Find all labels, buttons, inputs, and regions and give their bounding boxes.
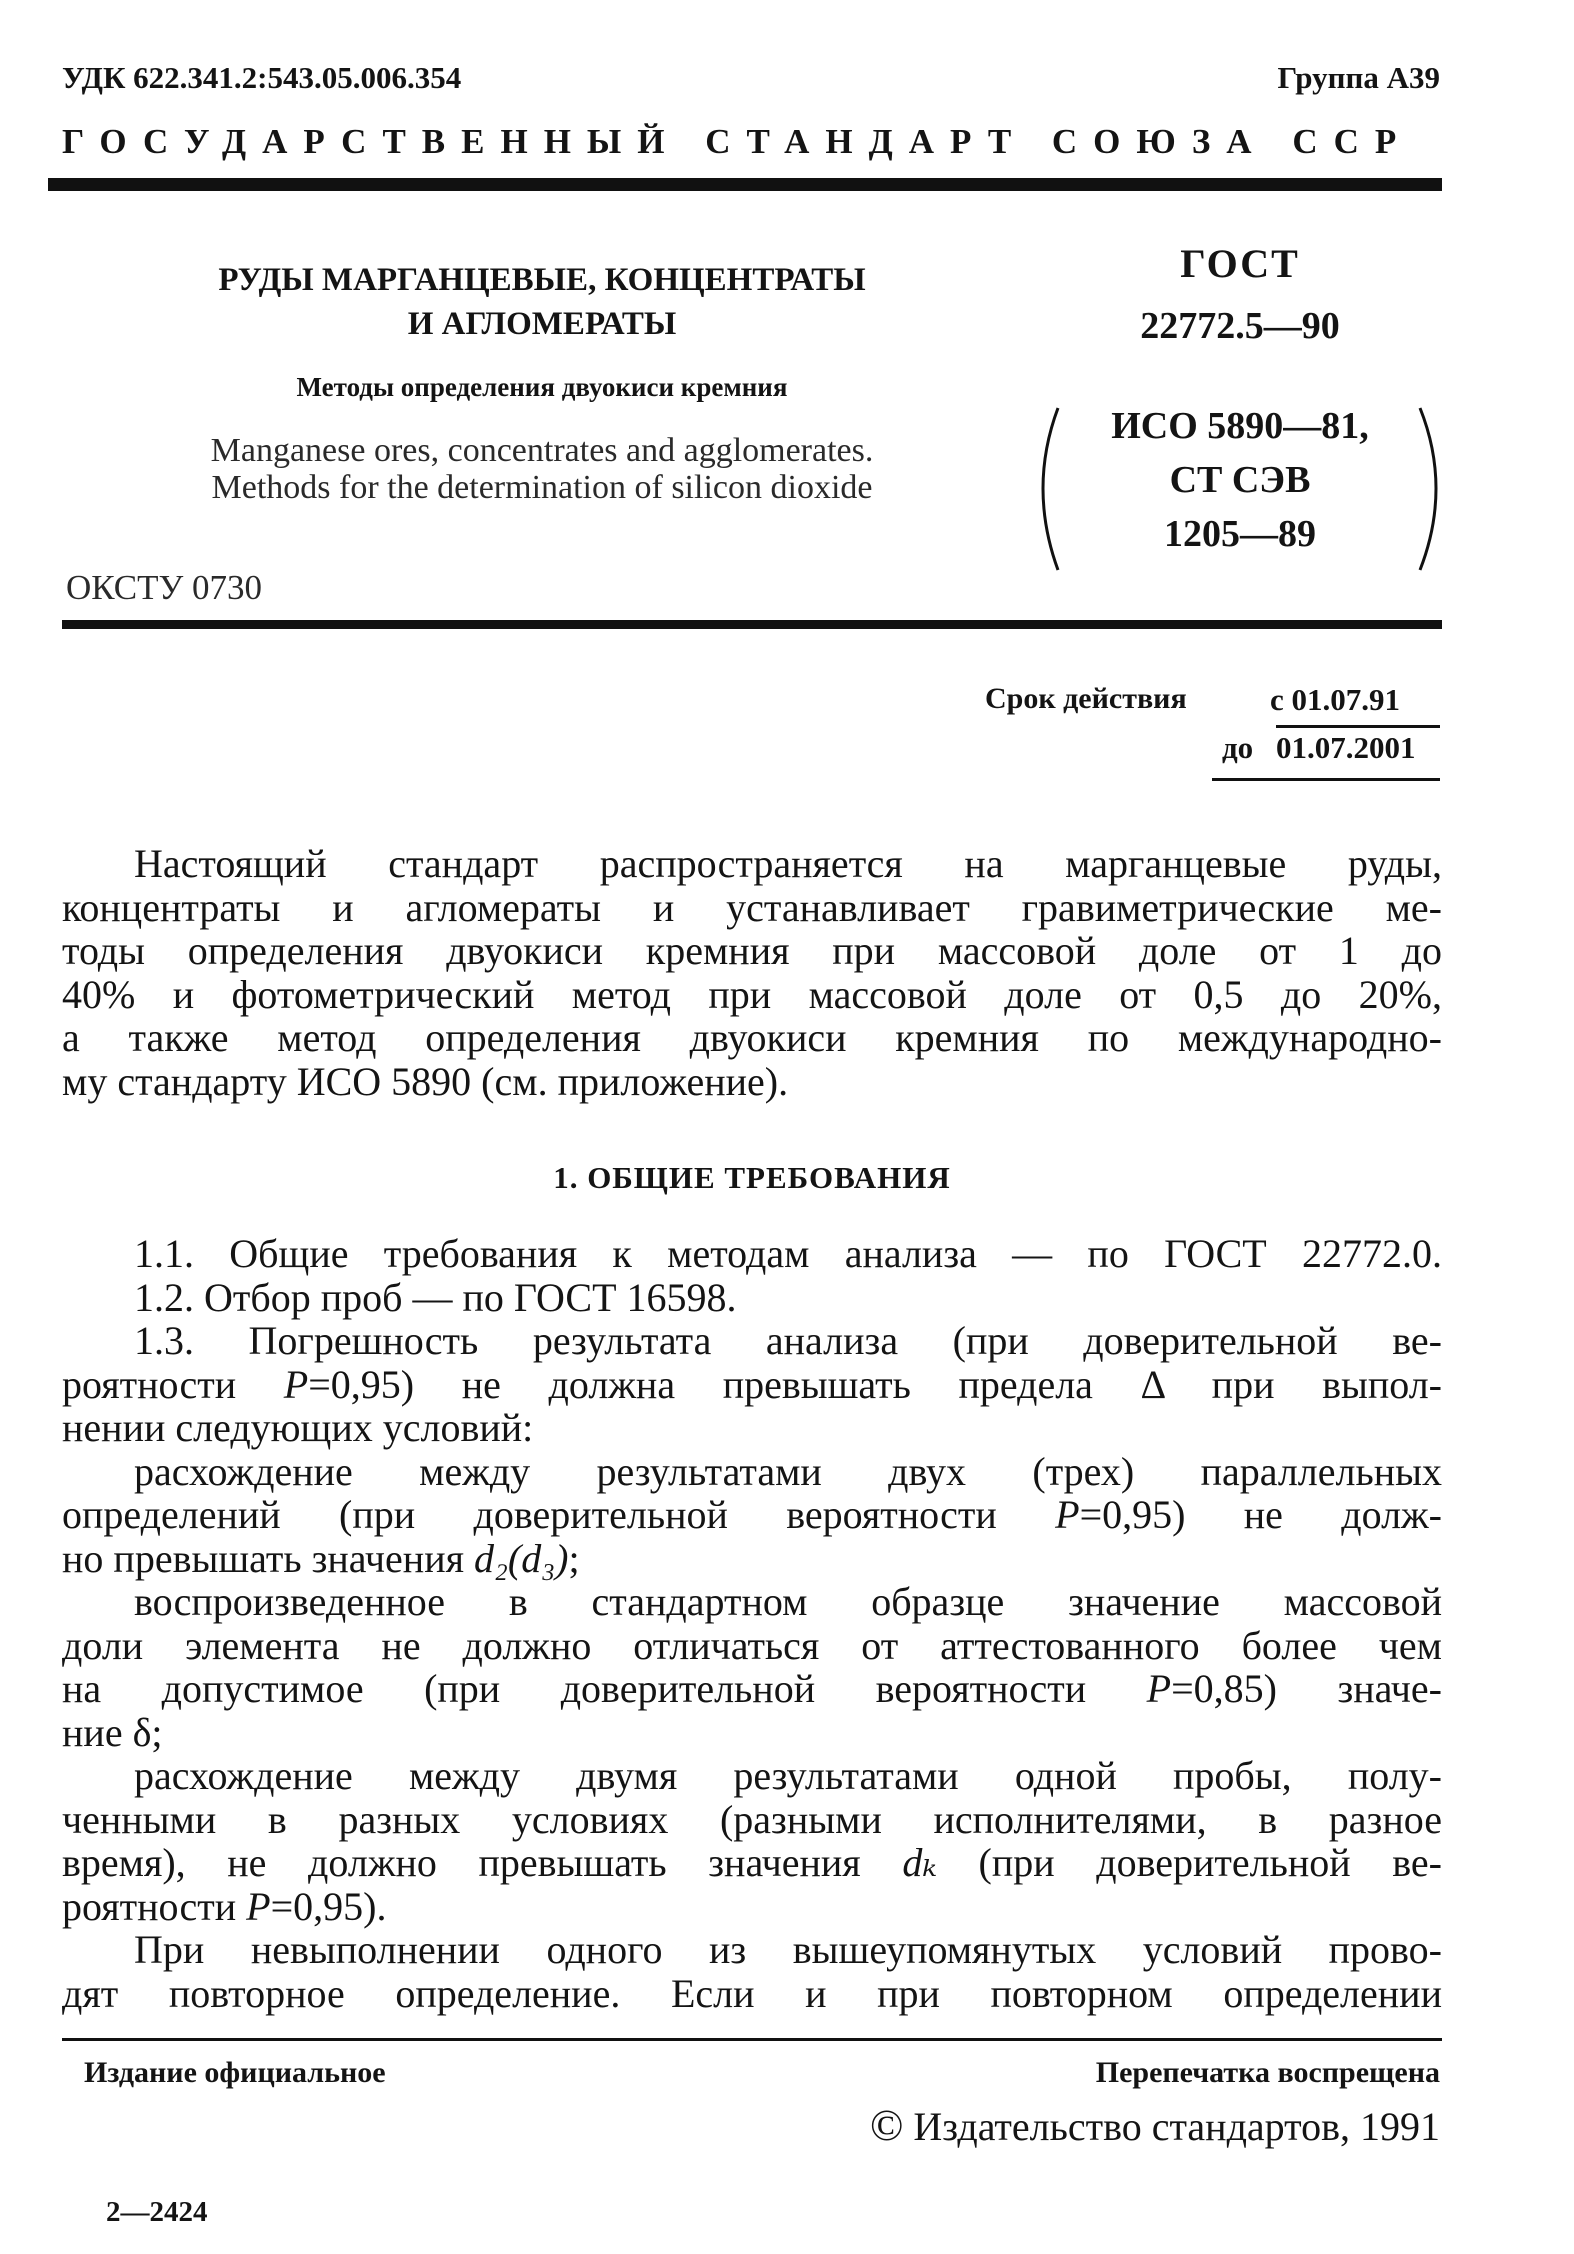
symbol-d2-d3: d₂(d₃) [474,1535,569,1581]
condition-3-line: ченными в разных условиях (разными исполнителями, в разное [62,1796,1442,1842]
condition-2-line: на допустимое (при доверительной вероятности P=0,85) значе- [62,1666,1442,1711]
clause-1-2: 1.2. Отбор проб — по ГОСТ 16598. [134,1274,737,1320]
gost-number: 22772.5—90 [1140,305,1340,347]
gost-label: ГОСТ [1180,241,1300,286]
middle-rule [62,620,1442,629]
iso-reference: ИСО 5890—81, [1111,405,1369,447]
validity-to-prefix: до [1222,730,1254,765]
sev-number: 1205—89 [1164,513,1316,555]
condition-1-line: но превышать значения d₂(d₃); [62,1535,580,1581]
group-code: Группа А39 [1277,60,1440,95]
condition-3-line: расхождение между двумя результатами одной пробы, полу- [134,1753,1442,1798]
title-line-1: РУДЫ МАРГАНЦЕВЫЕ, КОНЦЕНТРАТЫ [218,262,866,298]
official-edition: Издание официальное [84,2056,386,2089]
symbol-p: P [1055,1492,1080,1537]
clause-1-3-line: нении следующих условий: [62,1405,534,1450]
copyright-line [740,2100,1440,2151]
print-code: 2—2424 [106,2196,208,2228]
condition-2-line: воспроизведенное в стандартном образце значение массовой [134,1579,1442,1624]
intro-line: му стандарту ИСО 5890 (см. приложение). [62,1058,789,1104]
condition-1-line: определений (при доверительной вероятности P=0,95) не долж- [62,1492,1443,1537]
subtitle: Методы определения двуокиси кремния [296,372,788,402]
validity-to-date: 01.07.2001 [1276,730,1416,765]
condition-3-line: время), не должно превышать значения dₖ (при доверительной ве- [62,1840,1443,1885]
footer-rule [62,2038,1442,2041]
okstu-code: ОКСТУ 0730 [66,568,263,607]
reprint-notice: Перепечатка воспрещена [1095,2056,1440,2089]
validity-label: Срок действия [985,682,1187,715]
closing-paragraph-line: дят повторное определение. Если и при повторном определении [62,1970,1442,2016]
condition-2-line: ние δ; [62,1709,163,1755]
validity-overline [1276,725,1440,728]
intro-line: а также метод определения двуокиси кремния по международно- [62,1015,1442,1060]
validity-from: с 01.07.91 [1270,682,1401,717]
intro-line: 40% и фотометрический метод при массовой доле от 0,5 до 20%, [62,971,1442,1017]
section-heading: 1. ОБЩИЕ ТРЕБОВАНИЯ [553,1160,951,1195]
copyright-icon: © [869,2101,904,2150]
top-thick-rule [48,178,1442,191]
closing-paragraph-line: При невыполнении одного из вышеупомянутых условий прово- [134,1927,1442,1972]
intro-line: концентраты и агломераты и устанавливает гравиметрические ме- [62,884,1442,930]
intro-line: Настоящий стандарт распространяется на марганцевые руды, [134,841,1442,886]
udk-code: УДК 622.341.2:543.05.006.354 [62,60,462,95]
condition-1-line: расхождение между результатами двух (трех) параллельных [134,1448,1442,1494]
validity-underline [1212,778,1440,781]
symbol-p: P [283,1361,309,1407]
symbol-p: P [246,1883,271,1929]
section1-body [62,1232,1442,2015]
intro-line: тоды определения двуокиси кремния при массовой доле от 1 до [62,928,1442,973]
clause-1-1: 1.1. Общие требования к методам анализа — по ГОСТ 22772.0. [134,1231,1442,1276]
sev-reference: СТ СЭВ [1169,459,1311,501]
state-standard-heading: ГОСУДАРСТВЕННЫЙ СТАНДАРТ СОЮЗА ССР [62,122,1413,161]
symbol-dk: dₖ [902,1840,937,1885]
condition-3-line: роятности P=0,95). [62,1883,387,1929]
clause-1-3-line: 1.3. Погрешность результата анализа (при доверительной ве- [134,1318,1442,1363]
symbol-p: P [1146,1666,1172,1711]
intro-paragraph [62,842,1442,1103]
publisher: Издательство стандартов, 1991 [913,2104,1440,2149]
english-title-1: Manganese ores, concentrates and agglomerates. [210,432,874,469]
title-line-2: И АГЛОМЕРАТЫ [407,306,677,342]
clause-1-3-line: роятности P=0,95) не должна превышать предела Δ при выпол- [62,1361,1443,1407]
condition-2-line: доли элемента не должно отличаться от аттестованного более чем [62,1622,1442,1668]
english-title-2: Methods for the determination of silicon dioxide [211,469,873,506]
